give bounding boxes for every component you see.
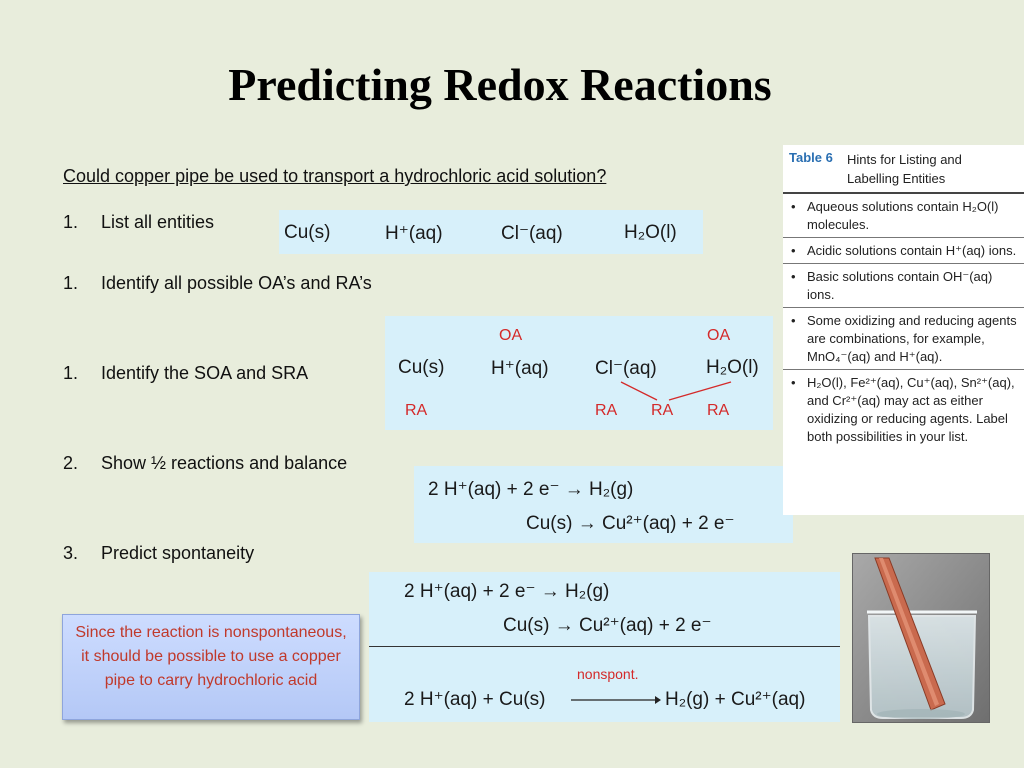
table-label: Table 6	[789, 150, 833, 165]
beaker-illustration	[853, 554, 989, 722]
entity-cu: Cu(s)	[284, 222, 331, 243]
step-list-entities	[63, 212, 214, 233]
label-ra-cu: RA	[405, 402, 428, 419]
step-text: Identify the SOA and SRA	[101, 363, 309, 383]
entities-box	[279, 210, 703, 254]
net-products: H₂(g) + Cu²⁺(aq)	[665, 689, 806, 710]
table-title: Hints for Listing and Labelling Entities	[847, 152, 962, 186]
label-ra-water-2: RA	[707, 402, 730, 419]
step-identify-oa-ra	[63, 273, 372, 294]
label-ra-water-1: RA	[651, 402, 674, 419]
question-text: Could copper pipe be used to transport a hydrochloric acid solution?	[63, 166, 607, 186]
oxidation-half-reaction: Cu(s) → Cu²⁺(aq) + 2 e⁻	[503, 615, 712, 636]
entity-cu: Cu(s)	[398, 357, 445, 378]
copper-in-acid-photo	[852, 553, 990, 723]
oa-ra-box	[385, 316, 773, 430]
step-half-reactions	[63, 453, 347, 474]
net-reaction-box	[369, 572, 840, 722]
step-number: 1.	[63, 212, 79, 232]
slide-title: Predicting Redox Reactions	[228, 59, 772, 110]
step-predict-spontaneity	[63, 543, 254, 564]
reduction-half-reaction: 2 H⁺(aq) + 2 e⁻ → H₂(g)	[428, 479, 634, 500]
step-text: Show ½ reactions and balance	[101, 453, 348, 473]
step-number: 3.	[63, 543, 79, 563]
half-reactions-box	[414, 466, 793, 543]
oxidation-half-reaction: Cu(s) → Cu²⁺(aq) + 2 e⁻	[526, 513, 735, 534]
entity-h-plus: H⁺(aq)	[491, 358, 549, 379]
hint-item: • Aqueous solutions contain H₂O(l) molecules.	[783, 194, 1024, 238]
sum-divider	[369, 646, 840, 647]
conclusion-callout: Since the reaction is nonspontaneous, it should be possible to use a copper pipe to carry hydrochloric acid	[62, 614, 360, 720]
label-ra-cl: RA	[595, 402, 618, 419]
entity-water: H₂O(l)	[706, 357, 759, 378]
step-text: List all entities	[101, 212, 215, 232]
hint-item: • Acidic solutions contain H⁺(aq) ions.	[783, 238, 1024, 264]
bullet-icon: •	[791, 269, 796, 284]
hint-item: • Some oxidizing and reducing agents are combinations, for example, MnO₄⁻(aq) and H⁺(aq).	[783, 308, 1024, 370]
step-text: Identify all possible OA’s and RA’s	[101, 273, 372, 293]
hints-list	[783, 194, 1024, 449]
step-number: 2.	[63, 453, 79, 473]
label-oa-h-plus: OA	[499, 327, 523, 344]
bullet-icon: •	[791, 199, 796, 214]
reduction-half-reaction: 2 H⁺(aq) + 2 e⁻ → H₂(g)	[404, 581, 610, 602]
label-oa-water: OA	[707, 327, 731, 344]
bullet-icon: •	[791, 243, 796, 258]
entity-cl-minus: Cl⁻(aq)	[595, 358, 657, 379]
net-reactants: 2 H⁺(aq) + Cu(s)	[404, 689, 546, 710]
entity-water: H₂O(l)	[624, 222, 677, 243]
hints-table-header	[783, 145, 1024, 194]
hint-item: • H₂O(l), Fe²⁺(aq), Cu⁺(aq), Sn²⁺(aq), and Cr²⁺(aq) may act as either oxidizing or reducing agents. Label both possibilities in your list.	[791, 375, 1015, 444]
bullet-icon: •	[791, 375, 796, 390]
step-identify-soa-sra	[63, 363, 308, 384]
step-text: Predict spontaneity	[101, 543, 255, 563]
step-number: 1.	[63, 363, 79, 383]
entity-h-plus: H⁺(aq)	[385, 223, 443, 244]
entity-cl-minus: Cl⁻(aq)	[501, 223, 563, 244]
nonspont-label: nonspont.	[577, 666, 639, 682]
step-number: 1.	[63, 273, 79, 293]
bullet-icon: •	[791, 313, 796, 328]
hints-table	[783, 145, 1024, 515]
hint-item: • Basic solutions contain OH⁻(aq) ions.	[783, 264, 1024, 308]
reaction-arrow-icon	[569, 690, 661, 710]
